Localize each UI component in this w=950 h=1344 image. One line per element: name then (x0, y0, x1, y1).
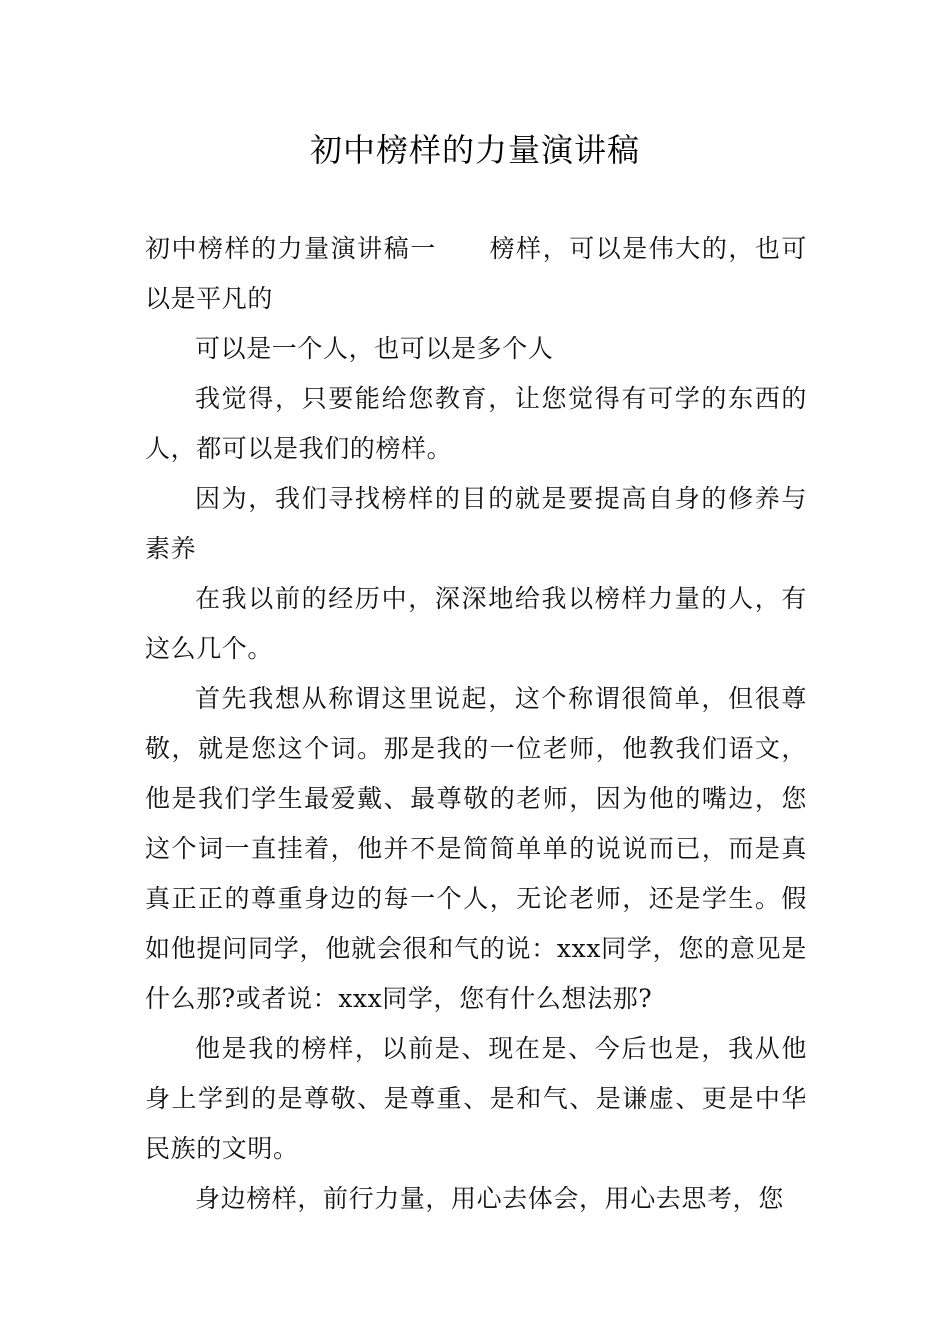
intro-heading: 初中榜样的力量演讲稿一 (145, 234, 437, 263)
paragraph-6: 他是我的榜样，以前是、现在是、今后也是，我从他身上学到的是尊敬、是尊重、是和气、是谦虚、更是中华民族的文明。 (145, 1034, 807, 1163)
paragraph-4: 在我以前的经历中，深深地给我以榜样力量的人，有这么几个。 (145, 584, 807, 663)
paragraph-5: 首先我想从称谓这里说起，这个称谓很简单，但很尊敬，就是您这个词。那是我的一位老师，他教我们语文，他是我们学生最爱戴、最尊敬的老师，因为他的嘴边，您这个词一直挂着，他并不是简简单单的说说而已，而是真真正正的尊重身边的每一个人，无论老师，还是学生。假如他提问同学，他就会很和气的说：xxx同学，您的意见是什么那?或者说：xxx同学，您有什么想法那? (145, 684, 807, 1013)
intro-text: 榜样，可以是伟大的，也可以是平凡的 (145, 234, 807, 313)
document-title: 初中榜样的力量演讲稿 (309, 131, 640, 169)
paragraph-2: 我觉得，只要能给您教育，让您觉得有可学的东西的人，都可以是我们的榜样。 (145, 384, 807, 463)
paragraph-1: 可以是一个人，也可以是多个人 (195, 334, 554, 363)
intro-paragraph (145, 224, 807, 324)
paragraph-3: 因为，我们寻找榜样的目的就是要提高自身的修养与素养 (145, 484, 807, 563)
paragraph-7: 身边榜样，前行力量，用心去体会，用心去思考，您 (195, 1184, 784, 1213)
document-body (145, 224, 807, 1224)
